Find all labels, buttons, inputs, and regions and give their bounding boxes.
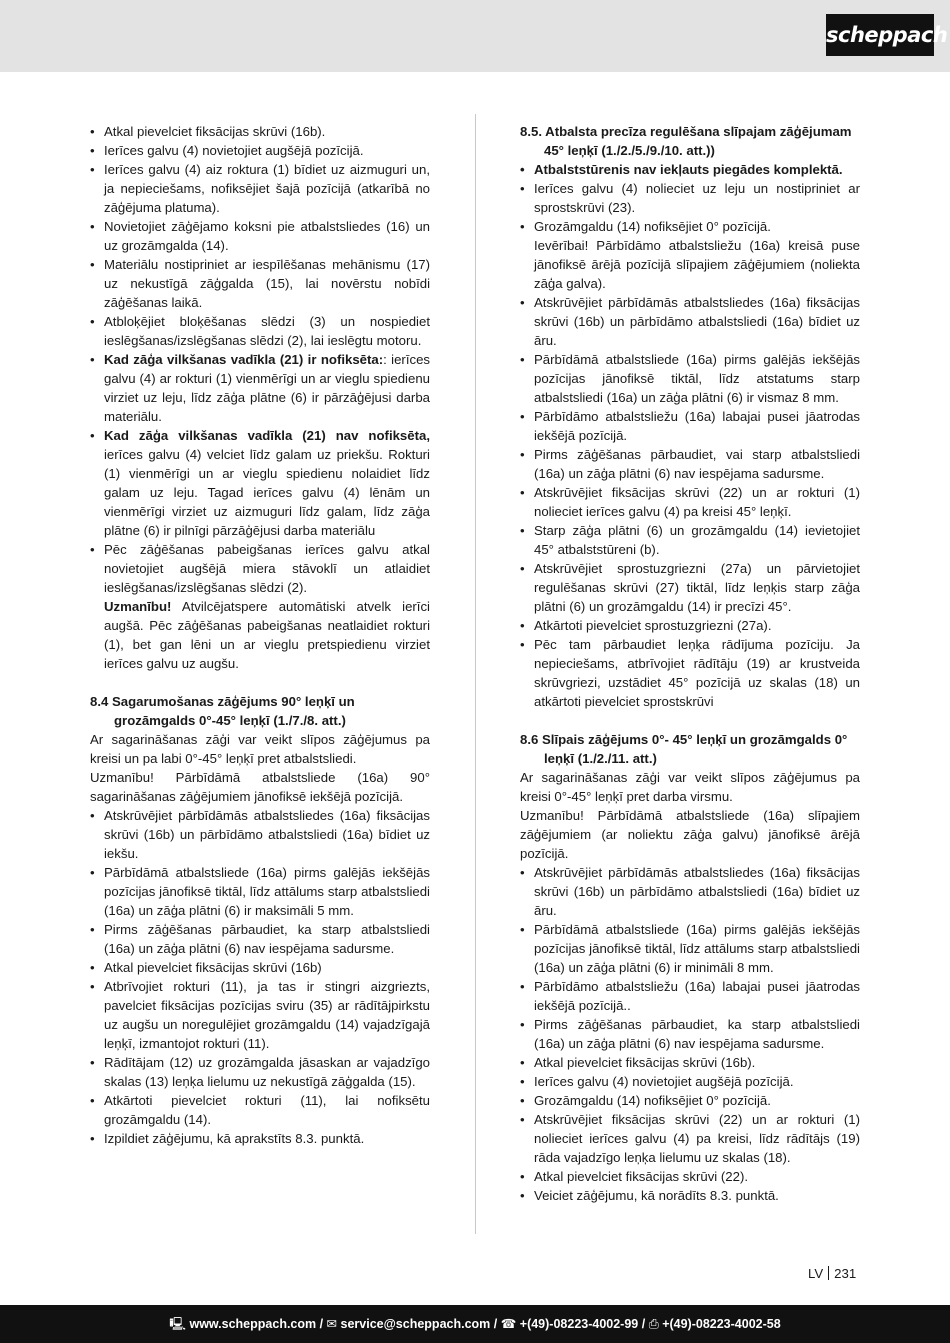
column-divider bbox=[475, 114, 476, 1234]
list-item: • Pārbīdāmā atbalstsliede (16a) pirms galējās iekšējās pozīcijas jānofiksē tiktāl, līdz atstatums starp atbalstsliedi (16a) un zāģa plātni (6) ir vismaz 8 mm. bbox=[520, 350, 860, 407]
footer-separator: / bbox=[316, 1317, 327, 1331]
list-item: • Ierīces galvu (4) nolieciet uz leju un nostipriniet ar sprostskrūvi (23). bbox=[520, 179, 860, 217]
section-8-5-title: 8.5. Atbalsta precīza regulēšana slīpajam zāģējumam 45° leņķī (1./2./5./9./10. att.)) bbox=[520, 124, 852, 158]
right-list-3 bbox=[520, 863, 860, 1205]
warning-note bbox=[90, 597, 430, 673]
list-item: • Grozāmgaldu (14) nofiksējiet 0° pozīcijā. bbox=[520, 1091, 860, 1110]
list-item: • Atkārtoti pievelciet rokturi (11), lai nofiksētu grozāmgaldu (14). bbox=[90, 1091, 430, 1129]
footer-separator: / bbox=[638, 1317, 649, 1331]
list-item: • Pēc tam pārbaudiet leņķa rādījuma pozīciju. Ja nepieciešams, atbrīvojiet rādītāju (19) ar krustveida skrūvgriezi, uzstādiet 45° pozīcijā uz skalas (18) un atkārtoti pievelciet sprostskrūvi bbox=[520, 635, 860, 711]
phone-icon: ☎ bbox=[500, 1317, 517, 1331]
footer-website[interactable]: www.scheppach.com bbox=[189, 1317, 317, 1331]
page-number bbox=[808, 1264, 856, 1283]
list-item: • Atskrūvējiet fiksācijas skrūvi (22) un ar rokturi (1) nolieciet ierīces galvu (4) pa kreisi, līdz rādītājs (19) rāda vajadzīgo leņķa lielumu uz skalas (18). bbox=[520, 1110, 860, 1167]
list-item: • Atkal pievelciet fiksācijas skrūvi (16b). bbox=[520, 1053, 860, 1072]
list-item: • Atbloķējiet bloķēšanas slēdzi (3) un nospiediet ieslēgšanas/izslēgšanas slēdzi (2), lai ieslēgtu motoru. bbox=[90, 312, 430, 350]
footer-separator: / bbox=[490, 1317, 501, 1331]
page-separator bbox=[828, 1266, 829, 1280]
bold-lead: Kad zāģa vilkšanas vadīkla (21) ir nofiksēta: bbox=[104, 352, 384, 367]
list-item: • Atkal pievelciet fiksācijas skrūvi (16b). bbox=[90, 122, 430, 141]
note-text: Ievērībai! Pārbīdāmo atbalstsliežu (16a) kreisā puse jānofiksē ārējā pozīcijā slīpajiem zāģējumiem (noliekta zāģa galva). bbox=[534, 238, 860, 291]
list-item: • Atskrūvējiet pārbīdāmās atbalstsliedes (16a) fiksācijas skrūvi (16b) un pārbīdāmo atbalstsliedi (16a) bīdiet uz āru. bbox=[520, 863, 860, 920]
language-code: LV bbox=[808, 1266, 824, 1281]
bold-lead: Kad zāģa vilkšanas vadīkla (21) nav nofiksēta, bbox=[104, 428, 430, 443]
right-list-1 bbox=[520, 160, 860, 236]
item-text: : ierīces galvu (4) ar rokturi (1) vienmērīgi un ar vieglu spiedienu virziet uz leju, līdz zāģa plātne (6) ir pārzāģējusi darba materiālu. bbox=[104, 352, 431, 424]
list-item: • Atskrūvējiet pārbīdāmās atbalstsliedes (16a) fiksācijas skrūvi (16b) un pārbīdāmo atbalstsliedi (16a) bīdiet uz āru. bbox=[520, 293, 860, 350]
brand-logo: scheppach bbox=[826, 14, 934, 56]
footer-fax: +(49)-08223-4002-58 bbox=[662, 1317, 781, 1331]
paragraph: Uzmanību! Pārbīdāmā atbalstsliede (16a) slīpajiem zāģējumiem (ar noliektu zāģa galvu) jānofiksē ārējā pozīcijā. bbox=[520, 808, 860, 861]
section-8-4-title: 8.4 Sagarumošanas zāģējums 90° leņķī un grozāmgalds 0°-45° leņķī (1./7./8. att.) bbox=[90, 694, 355, 728]
warning-text: Atvilcējatspere automātiski atvelk ierīci augšā. Pēc zāģēšanas pabeigšanas neatlaidiet rokturi (1), bet gan lēni un ar vieglu pretspiedienu virziet ierīces galvu uz augšu. bbox=[104, 599, 430, 671]
list-item: • Grozāmgaldu (14) nofiksējiet 0° pozīcijā. bbox=[520, 217, 860, 236]
list-item: • Rādītājam (12) uz grozāmgalda jāsaskan ar vajadzīgo skalas (13) leņķa lielumu uz nekustīgā zāģgalda (15). bbox=[90, 1053, 430, 1091]
list-item: • Ierīces galvu (4) novietojiet augšējā pozīcijā. bbox=[90, 141, 430, 160]
page-number-value: 231 bbox=[834, 1266, 857, 1281]
left-list-2 bbox=[90, 806, 430, 1148]
list-item: • Pārbīdāmo atbalstsliežu (16a) labajai pusei jāatrodas iekšējā pozīcijā.. bbox=[520, 977, 860, 1015]
list-item: • Pirms zāģēšanas pārbaudiet, vai starp atbalstsliedi (16a) un zāģa plātni (6) nav iespējama sadursme. bbox=[520, 445, 860, 483]
list-item: • Izpildiet zāģējumu, kā aprakstīts 8.3. punktā. bbox=[90, 1129, 430, 1148]
list-item: • Atskrūvējiet pārbīdāmās atbalstsliedes (16a) fiksācijas skrūvi (16b) un pārbīdāmo atbalstsliedi (16a) bīdiet uz iekšu. bbox=[90, 806, 430, 863]
list-item: • Pārbīdāmā atbalstsliede (16a) pirms galējās iekšējās pozīcijas jānofiksē tiktāl, līdz attālums starp atbalstsliedi (16a) un zāģa plātni (6) ir maksimāli 5 mm. bbox=[90, 863, 430, 920]
list-item: • Atbalststūrenis nav iekļauts piegādes komplektā. bbox=[520, 160, 860, 179]
item-text: ierīces galvu (4) velciet līdz galam uz priekšu. Rokturi (1) vienmērīgi un ar vieglu spiedienu nolaidiet līdz galam uz leju. Tagad ierīces galvu (4) lēnām un vienmērīgi virziet uz aizmuguri līdz galam, līdz zāģa plātne (6) ir pilnīgi pārzāģējusi darba materiālu bbox=[104, 447, 430, 538]
footer-phone: +(49)-08223-4002-99 bbox=[519, 1317, 639, 1331]
right-list-2 bbox=[520, 293, 860, 711]
list-item: • Pārbīdāmo atbalstsliežu (16a) labajai pusei jāatrodas iekšējā pozīcijā. bbox=[520, 407, 860, 445]
left-column bbox=[90, 122, 430, 1148]
warning-label: Uzmanību! bbox=[104, 599, 172, 614]
section-8-6-title: 8.6 Slīpais zāģējums 0°- 45° leņķī un grozāmgalds 0° leņķī (1./2./11. att.) bbox=[520, 732, 848, 766]
fax-icon: ⎙ bbox=[648, 1317, 659, 1331]
list-item: • Veiciet zāģējumu, kā norādīts 8.3. punktā. bbox=[520, 1186, 860, 1205]
list-item: • Novietojiet zāģējamo koksni pie atbalstsliedes (16) un uz grozāmgalda (14). bbox=[90, 217, 430, 255]
list-item: • Starp zāģa plātni (6) un grozāmgaldu (14) ievietojiet 45° atbalststūreni (b). bbox=[520, 521, 860, 559]
list-item: • Atskrūvējiet sprostuzgriezni (27a) un pārvietojiet regulēšanas skrūvi (27) tiktāl, līdz leņķis starp zāģa plātni (6) un grozāmgaldu (14) ir precīzi 45°. bbox=[520, 559, 860, 616]
list-item: • Pirms zāģēšanas pārbaudiet, ka starp atbalstsliedi (16a) un zāģa plātni (6) nav iespējama sadursme. bbox=[520, 1015, 860, 1053]
list-item: • Atkal pievelciet fiksācijas skrūvi (22). bbox=[520, 1167, 860, 1186]
list-item: • Pirms zāģēšanas pārbaudiet, ka starp atbalstsliedi (16a) un zāģa plātni (6) nav iespējama sadursme. bbox=[90, 920, 430, 958]
footer-email[interactable]: service@scheppach.com bbox=[340, 1317, 491, 1331]
list-item: • Atkal pievelciet fiksācijas skrūvi (16b) bbox=[90, 958, 430, 977]
list-item: • Pārbīdāmā atbalstsliede (16a) pirms galējās iekšējās pozīcijas jānofiksē tiktāl, līdz attālums starp atbalstsliedi (16a) un zāģa plātni (6) ir minimāli 8 mm. bbox=[520, 920, 860, 977]
left-list-1 bbox=[90, 122, 430, 597]
paragraph: Ar sagarināšanas zāģi var veikt slīpos zāģējumus pa kreisi 0°-45° leņķī pret darba virsmu. bbox=[520, 770, 860, 804]
list-item: • Atbrīvojiet rokturi (11), ja tas ir stingri aizgriezts, pavelciet fiksācijas pozīcijas sviru (35) ar rādītājpirkstu uz augšu un noregulējiet grozāmgaldu (14) vajadzīgajā leņķī, izmantojot rokturi (11). bbox=[90, 977, 430, 1053]
list-item: • Atskrūvējiet fiksācijas skrūvi (22) un ar rokturi (1) nolieciet ierīces galvu (4) pa kreisi 45° leņķī. bbox=[520, 483, 860, 521]
list-item: • Ierīces galvu (4) novietojiet augšējā pozīcijā. bbox=[520, 1072, 860, 1091]
paragraph: Ar sagarināšanas zāģi var veikt slīpos zāģējumus pa kreisi un pa labi 0°-45° leņķī pret atbalstsliedi. bbox=[90, 732, 430, 766]
envelope-icon: ✉ bbox=[326, 1317, 338, 1331]
list-item bbox=[90, 350, 430, 426]
list-item bbox=[90, 426, 430, 540]
list-item: • Ierīces galvu (4) aiz roktura (1) bīdiet uz aizmuguri un, ja nepieciešams, nofiksējiet šajā pozīcijā (atkarībā no zāģējuma platuma). bbox=[90, 160, 430, 217]
list-item: • Atkārtoti pievelciet sprostuzgriezni (27a). bbox=[520, 616, 860, 635]
list-item: • Materiālu nostipriniet ar iespīlēšanas mehānismu (17) uz nekustīgā zāģgalda (15), lai novērstu nobīdi zāģēšanas laikā. bbox=[90, 255, 430, 312]
right-column bbox=[520, 122, 860, 1205]
list-item: • Pēc zāģēšanas pabeigšanas ierīces galvu atkal novietojiet augšējā miera stāvoklī un atlaidiet ieslēgšanas/izslēgšanas slēdzi (2). bbox=[90, 540, 430, 597]
paragraph: Uzmanību! Pārbīdāmā atbalstsliede (16a) 90° sagarināšanas zāģējumiem jānofiksē iekšējā pozīcijā. bbox=[90, 770, 430, 804]
computer-icon: 🖳 bbox=[169, 1317, 186, 1331]
footer-bar bbox=[0, 1305, 950, 1343]
header-band bbox=[0, 0, 950, 72]
